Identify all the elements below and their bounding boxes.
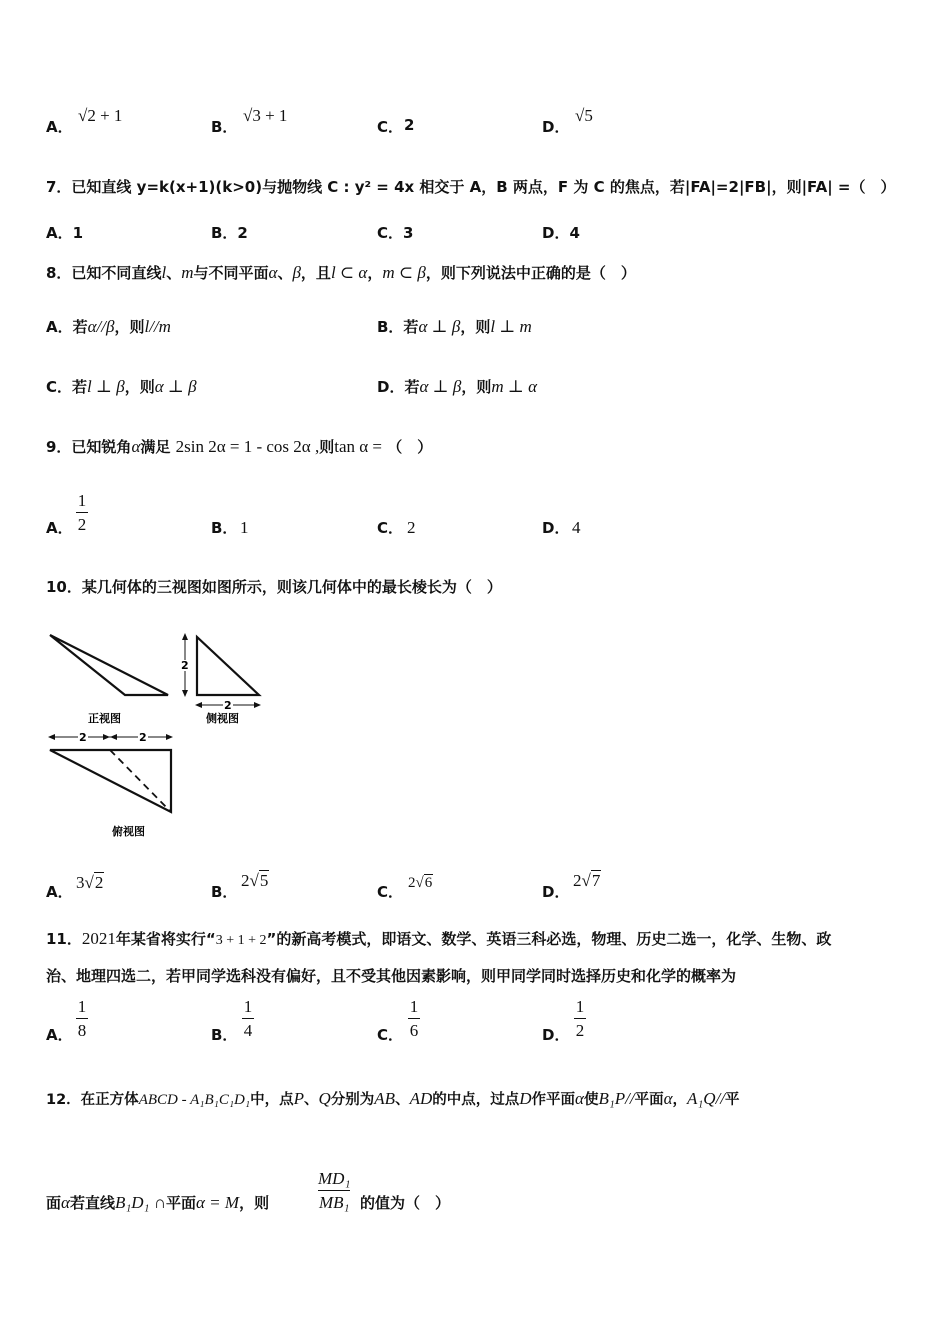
q8-cond-2: m ⊂ β bbox=[382, 263, 426, 282]
opt-prefix: C．若 bbox=[46, 378, 88, 396]
q8-text-3: ，且 bbox=[300, 264, 331, 282]
q7-question: 7．已知直线 y=k(x+1)(k>0)与抛物线 C : y² = 4x 相交于 A，B 两点，F 为 C 的焦点，若|FA|=2|FB|，则|FA| =（ ） bbox=[46, 178, 896, 196]
q8-option-d bbox=[377, 376, 537, 397]
q11-option-b-fraction bbox=[242, 998, 254, 1039]
q10-option-c-label: C． bbox=[377, 883, 404, 901]
q12-question-line-2 bbox=[46, 1192, 269, 1213]
arrow-right-icon bbox=[254, 702, 261, 708]
q11-option-a-label: A． bbox=[46, 1026, 73, 1044]
fraction-denominator: MB₁ bbox=[318, 1193, 350, 1212]
q12-text: 平面 bbox=[634, 1092, 664, 1108]
q12-text: 若直线 bbox=[69, 1194, 115, 1212]
q9-question bbox=[46, 436, 432, 457]
q6-option-b-label: B． bbox=[211, 118, 238, 136]
opt-prefix: B．若 bbox=[377, 318, 419, 336]
top-view-hidden-edge bbox=[110, 750, 171, 812]
q8-cond-1: l ⊂ α bbox=[330, 263, 368, 282]
q6-option-a-label: A． bbox=[46, 118, 73, 136]
opt-condition: α ⊥ β bbox=[418, 317, 461, 336]
front-view-triangle bbox=[50, 635, 168, 695]
q11-text-2: ”的新高考模式，即语文、数学、英语三科必选，物理、历史二选一，化学、生物、政 bbox=[266, 930, 832, 948]
q12-point-q: Q bbox=[318, 1089, 331, 1108]
q9-text-1: 9．已知锐角 bbox=[46, 438, 132, 456]
q9-equation: 2sin 2α = 1 - cos 2α , bbox=[175, 437, 320, 456]
q10-question: 10．某几何体的三视图如图所示，则该几何体中的最长棱长为（ ） bbox=[46, 578, 502, 596]
fraction-bar bbox=[242, 1018, 254, 1019]
q12-text: 、 bbox=[304, 1092, 319, 1108]
opt-result: l//m bbox=[144, 317, 171, 336]
arrow-right-icon bbox=[103, 734, 110, 740]
front-view-caption: 正视图 bbox=[88, 712, 121, 725]
q11-number: 11． bbox=[46, 930, 82, 948]
q9-option-b-value: 1 bbox=[240, 518, 249, 537]
q9-option-a-label: A． bbox=[46, 519, 73, 537]
q11-question-line-2: 治、地理四选二，若甲同学选科没有偏好，且不受其他因素影响，则甲同学同时选择历史和化学的概率为 bbox=[46, 967, 737, 985]
coefficient: 3 bbox=[76, 873, 85, 892]
q8-text-2: 与不同平面 bbox=[193, 264, 269, 282]
side-view-caption: 侧视图 bbox=[206, 712, 239, 725]
q11-option-d-label: D． bbox=[542, 1026, 570, 1044]
q9-option-c-label: C． bbox=[377, 519, 404, 537]
fraction-numerator: 1 bbox=[77, 997, 87, 1016]
q12-text: 12．在正方体 bbox=[46, 1092, 139, 1108]
q8-sep: ， bbox=[367, 264, 383, 282]
q6-option-d-value: √5 bbox=[575, 106, 593, 125]
opt-condition: α ⊥ β bbox=[419, 377, 462, 396]
q12-cube: ABCD - A₁B₁C₁D₁ bbox=[138, 1092, 251, 1108]
top-right-dimension-label: 2 bbox=[139, 731, 147, 744]
q6-option-c-label: C． bbox=[377, 118, 404, 136]
opt-mid: ，则 bbox=[114, 318, 145, 336]
q12-text: 作平面 bbox=[531, 1092, 576, 1108]
coefficient: 2 bbox=[408, 875, 416, 891]
q8-option-b bbox=[377, 316, 532, 337]
q12-intersection: α = M bbox=[196, 1193, 240, 1212]
q6-option-a-value: √2 + 1 bbox=[78, 106, 123, 125]
q11-option-c-fraction bbox=[408, 998, 420, 1039]
opt-condition: α//β bbox=[87, 317, 115, 336]
q8-question bbox=[46, 262, 636, 283]
q12-point-p: P bbox=[293, 1089, 304, 1108]
three-view-figure bbox=[40, 625, 280, 845]
q12-text: 使 bbox=[583, 1092, 599, 1108]
q11-mode: 3 + 1 + 2 bbox=[215, 933, 267, 948]
side-width-label: 2 bbox=[224, 699, 232, 712]
fraction-bar bbox=[318, 1190, 350, 1191]
radicand: 7 bbox=[591, 871, 601, 890]
arrow-down-icon bbox=[182, 690, 188, 697]
q8-var-alpha: α bbox=[268, 263, 278, 282]
q9-var-alpha: α bbox=[131, 437, 141, 456]
q8-option-a bbox=[46, 316, 171, 337]
side-view-triangle bbox=[197, 637, 259, 695]
q12-text: 平 bbox=[725, 1092, 740, 1108]
radicand: 5 bbox=[259, 871, 269, 890]
q12-plane-alpha: α bbox=[61, 1193, 70, 1212]
q10-option-c-value: 2√6 bbox=[408, 875, 433, 891]
fraction-denominator: 8 bbox=[77, 1021, 87, 1040]
q8-var-l: l bbox=[161, 263, 167, 282]
fraction-denominator: 2 bbox=[575, 1021, 585, 1040]
q8-text-4: ，则下列说法中正确的是（ ） bbox=[425, 264, 636, 282]
q11-option-c-label: C． bbox=[377, 1026, 404, 1044]
top-left-dimension-label: 2 bbox=[79, 731, 87, 744]
opt-result: l ⊥ m bbox=[490, 317, 532, 336]
opt-mid: ，则 bbox=[124, 378, 155, 396]
q12-question-end: 的值为（ ） bbox=[360, 1194, 451, 1212]
radicand: 6 bbox=[424, 875, 433, 891]
opt-result: α ⊥ β bbox=[154, 377, 197, 396]
q10-option-b-value: 2√5 bbox=[241, 871, 269, 890]
q11-question-line-1 bbox=[46, 928, 831, 949]
arrow-left-icon bbox=[195, 702, 202, 708]
fraction-numerator: MD₁ bbox=[318, 1169, 351, 1188]
arrow-up-icon bbox=[182, 633, 188, 640]
q10-option-a-label: A． bbox=[46, 883, 73, 901]
q9-option-d-label: D． bbox=[542, 519, 570, 537]
q12-text: 分别为 bbox=[330, 1092, 375, 1108]
q11-option-b-label: B． bbox=[211, 1026, 238, 1044]
q9-text-2: 满足 bbox=[140, 438, 171, 456]
fraction-bar bbox=[76, 1018, 88, 1019]
fraction-bar bbox=[408, 1018, 420, 1019]
q9-text-4: （ ） bbox=[387, 438, 433, 456]
q8-option-c bbox=[46, 376, 197, 397]
opt-condition: l ⊥ β bbox=[87, 377, 125, 396]
top-view-triangle bbox=[50, 750, 171, 812]
q10-option-a-value: 3√2 bbox=[76, 873, 104, 892]
q8-text-1: 8．已知不同直线 bbox=[46, 264, 162, 282]
q9-option-d-value: 4 bbox=[572, 518, 581, 537]
coefficient: 2 bbox=[573, 871, 582, 890]
q12-text: 、 bbox=[395, 1092, 410, 1108]
fraction-numerator: 1 bbox=[243, 997, 253, 1016]
fraction-denominator: 4 bbox=[243, 1021, 253, 1040]
q9-option-b-label: B． bbox=[211, 519, 238, 537]
coefficient: 2 bbox=[241, 871, 250, 890]
q12-question-line-1 bbox=[46, 1088, 740, 1109]
q6-option-c-value: 2 bbox=[404, 116, 415, 134]
q7-option-d: D．4 bbox=[542, 224, 580, 242]
q12-plane-alpha: α bbox=[663, 1089, 673, 1108]
opt-prefix: A．若 bbox=[46, 318, 88, 336]
q10-option-d-label: D． bbox=[542, 883, 570, 901]
fraction-numerator: 1 bbox=[77, 491, 87, 510]
q12-segment-ad: AD bbox=[409, 1089, 433, 1108]
q8-var-m: m bbox=[181, 263, 194, 282]
q7-option-b: B．2 bbox=[211, 224, 248, 242]
fraction-bar bbox=[76, 512, 88, 513]
fraction-denominator: 2 bbox=[77, 515, 87, 534]
arrow-left-icon bbox=[48, 734, 55, 740]
q8-sep: 、 bbox=[166, 264, 182, 282]
q9-text-3: 则 bbox=[319, 438, 335, 456]
arrow-left-icon bbox=[110, 734, 117, 740]
q9-option-c-value: 2 bbox=[407, 518, 416, 537]
q9-expression: tan α = bbox=[334, 437, 382, 456]
q12-text: ，则 bbox=[239, 1194, 270, 1212]
q12-point-d: D bbox=[519, 1089, 532, 1108]
q12-segment-ab: AB bbox=[374, 1089, 396, 1108]
q10-option-b-label: B． bbox=[211, 883, 238, 901]
q12-text: ， bbox=[672, 1092, 688, 1108]
q8-sep: 、 bbox=[277, 264, 293, 282]
q12-line-b1d1: B₁D₁ ∩ bbox=[114, 1193, 166, 1212]
arrow-right-icon bbox=[166, 734, 173, 740]
fraction-numerator: 1 bbox=[409, 997, 419, 1016]
radicand: 2 bbox=[94, 873, 104, 892]
q12-text: 中，点 bbox=[250, 1092, 294, 1108]
q12-ratio-fraction bbox=[318, 1170, 350, 1211]
q11-text-1: 年某省将实行“ bbox=[115, 930, 216, 948]
q7-option-a: A．1 bbox=[46, 224, 84, 242]
q9-option-a-fraction bbox=[76, 492, 88, 533]
opt-result: m ⊥ α bbox=[491, 377, 538, 396]
q10-option-d-value: 2√7 bbox=[573, 871, 601, 890]
q12-plane-alpha: α bbox=[575, 1089, 584, 1108]
q12-b1p: B₁P// bbox=[598, 1089, 635, 1108]
opt-mid: ，则 bbox=[460, 318, 491, 336]
q6-option-d-label: D． bbox=[542, 118, 570, 136]
fraction-denominator: 6 bbox=[409, 1021, 419, 1040]
q12-text: 平面 bbox=[165, 1194, 196, 1212]
q11-year: 2021 bbox=[81, 929, 116, 948]
top-view-caption: 俯视图 bbox=[112, 825, 145, 838]
fraction-bar bbox=[574, 1018, 586, 1019]
q11-option-a-fraction bbox=[76, 998, 88, 1039]
side-height-label: 2 bbox=[181, 659, 189, 672]
fraction-numerator: 1 bbox=[575, 997, 585, 1016]
q7-option-c: C．3 bbox=[377, 224, 414, 242]
q11-option-d-fraction bbox=[574, 998, 586, 1039]
q6-option-b-value: √3 + 1 bbox=[243, 106, 288, 125]
opt-mid: ，则 bbox=[461, 378, 492, 396]
q12-text: 面 bbox=[46, 1194, 62, 1212]
q8-var-beta: β bbox=[292, 263, 301, 282]
q12-text: 的中点，过点 bbox=[432, 1092, 520, 1108]
q12-a1q: A₁Q// bbox=[687, 1089, 726, 1108]
opt-prefix: D．若 bbox=[377, 378, 420, 396]
